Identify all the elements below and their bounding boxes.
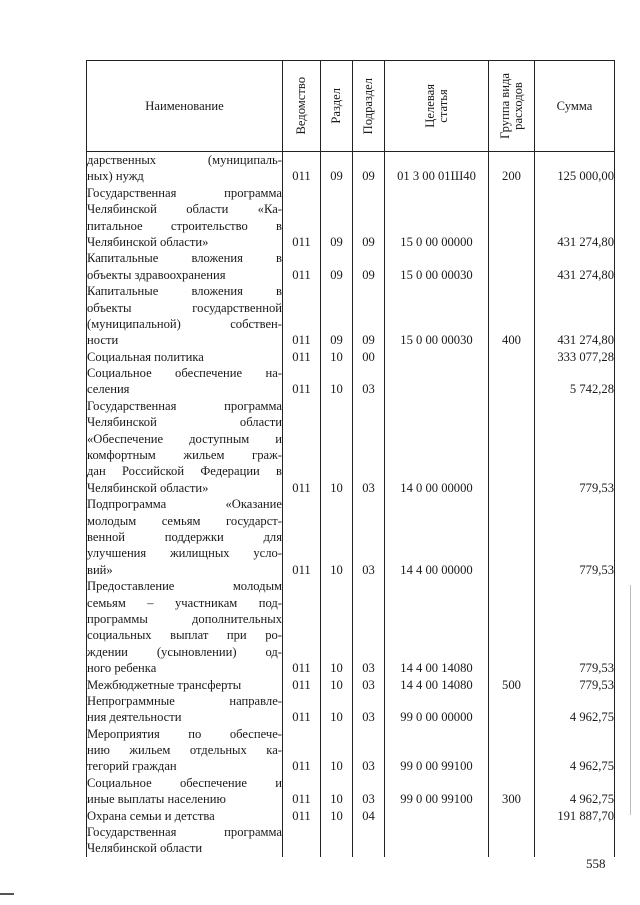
row-name-line: Государственная программа [87,825,282,840]
row-podrazdel: 03 [353,578,385,676]
row-sum: 779,53 [535,677,615,693]
table-row [87,726,615,775]
row-vedomstvo: 011 [283,349,321,365]
row-razdel: 10 [321,349,353,365]
row-name-line: ждении (усыновлении) од- [87,644,282,659]
row-razdel: 10 [321,775,353,808]
budget-table [86,60,615,857]
row-name [87,775,283,808]
row-vedomstvo: 011 [283,152,321,185]
row-name-line: ных) нужд [87,169,144,184]
row-sum: 779,53 [535,578,615,676]
row-name-line: Челябинской области [87,841,203,856]
row-sum: 125 000,00 [535,152,615,185]
row-expense-group [489,185,535,251]
scan-corner-mark [0,893,14,895]
row-vedomstvo: 011 [283,726,321,775]
row-expense-group [489,398,535,496]
row-podrazdel: 03 [353,693,385,726]
row-expense-group [489,365,535,398]
row-expense-group [489,824,535,857]
row-name [87,250,283,283]
table-row [87,365,615,398]
table-row [87,398,615,496]
row-name-line: Мероприятия по обеспече- [87,726,282,741]
row-name-line: комфортным жильем граж- [87,448,282,463]
row-target-article [385,824,489,857]
row-podrazdel: 03 [353,398,385,496]
row-target-article: 15 0 00 00030 [385,283,489,349]
row-expense-group [489,496,535,578]
row-name-line: Государственная программа [87,398,282,413]
row-target-article: 15 0 00 00000 [385,185,489,251]
row-name-line: Охрана семьи и детства [87,808,215,823]
row-name-line: ния деятельности [87,710,182,725]
row-name-line: семьям – участникам под- [87,595,282,610]
row-expense-group [489,349,535,365]
row-name-line: селения [87,382,130,397]
header-sum: Сумма [535,61,615,152]
row-podrazdel: 09 [353,283,385,349]
row-podrazdel: 09 [353,152,385,185]
row-razdel: 10 [321,726,353,775]
row-podrazdel [353,824,385,857]
row-sum: 431 274,80 [535,283,615,349]
table-body [87,152,615,857]
header-name: Наименование [87,61,283,152]
row-sum: 431 274,80 [535,185,615,251]
row-target-article: 15 0 00 00030 [385,250,489,283]
row-name-line: Челябинской области [87,415,282,430]
row-name-line: Социальное обеспечение и [87,775,282,790]
row-vedomstvo: 011 [283,808,321,824]
table-row [87,578,615,676]
row-expense-group [489,726,535,775]
row-expense-group [489,578,535,676]
table-row [87,693,615,726]
row-name-line: Челябинской области» [87,234,209,249]
row-name-line: вий» [87,562,113,577]
row-podrazdel: 04 [353,808,385,824]
row-name-line: ного ребенка [87,661,157,676]
table-row [87,824,615,857]
row-razdel: 09 [321,185,353,251]
row-sum [535,824,615,857]
row-razdel: 10 [321,578,353,676]
row-sum: 333 077,28 [535,349,615,365]
row-name-line: Непрограммные направле- [87,693,282,708]
row-name-line: улучшения жилищных усло- [87,546,282,561]
row-name [87,824,283,857]
table-row [87,677,615,693]
row-razdel: 09 [321,250,353,283]
row-vedomstvo: 011 [283,365,321,398]
row-vedomstvo: 011 [283,677,321,693]
row-target-article: 14 0 00 00000 [385,398,489,496]
row-name [87,677,283,693]
table-row [87,775,615,808]
row-target-article: 14 4 00 14080 [385,677,489,693]
table-row [87,349,615,365]
row-name-line: Государственная программа [87,185,282,200]
row-name-line: дан Российской Федерации в [87,464,282,479]
row-podrazdel: 03 [353,677,385,693]
row-name-line: программы дополнительных [87,611,282,626]
row-name-line: Подпрограмма «Оказание [87,497,282,512]
table-row [87,152,615,185]
row-name-line: социальных выплат при ро- [87,628,282,643]
row-name [87,185,283,251]
row-sum: 4 962,75 [535,693,615,726]
row-sum: 4 962,75 [535,726,615,775]
row-razdel [321,824,353,857]
row-name-line: Челябинской области «Ка- [87,202,282,217]
row-podrazdel: 03 [353,726,385,775]
row-name-line: Челябинской области» [87,480,209,495]
row-expense-group [489,250,535,283]
row-sum: 191 887,70 [535,808,615,824]
row-vedomstvo: 011 [283,775,321,808]
row-name-line: (муниципальной) собствен- [87,316,282,331]
row-name-line: «Обеспечение доступным и [87,431,282,446]
row-razdel: 10 [321,365,353,398]
row-expense-group [489,808,535,824]
row-name-line: Капитальные вложения в [87,251,282,266]
row-sum: 5 742,28 [535,365,615,398]
row-name-line: тегорий граждан [87,759,177,774]
row-name [87,349,283,365]
table-header [87,61,615,152]
row-target-article: 01 3 00 01Ш40 [385,152,489,185]
row-sum: 779,53 [535,496,615,578]
row-vedomstvo: 011 [283,693,321,726]
header-vedomstvo: Ведомство [283,61,321,152]
row-name-line: венной поддержки для [87,530,282,544]
row-name-line: нию жильем отдельных ка- [87,743,282,758]
row-target-article [385,365,489,398]
table-row [87,496,615,578]
table-row [87,808,615,824]
row-vedomstvo: 011 [283,578,321,676]
row-name [87,398,283,496]
row-podrazdel: 09 [353,185,385,251]
row-target-article: 14 4 00 00000 [385,496,489,578]
row-vedomstvo: 011 [283,250,321,283]
row-razdel: 10 [321,693,353,726]
row-expense-group: 300 [489,775,535,808]
row-podrazdel: 03 [353,496,385,578]
row-target-article: 14 4 00 14080 [385,578,489,676]
header-razdel: Раздел [321,61,353,152]
row-target-article [385,349,489,365]
row-name [87,808,283,824]
row-razdel: 10 [321,496,353,578]
row-expense-group: 500 [489,677,535,693]
row-expense-group [489,693,535,726]
row-target-article: 99 0 00 99100 [385,726,489,775]
row-expense-group: 400 [489,283,535,349]
row-vedomstvo: 011 [283,398,321,496]
header-podrazdel: Подраздел [353,61,385,152]
row-target-article: 99 0 00 99100 [385,775,489,808]
row-podrazdel: 03 [353,365,385,398]
header-stat: Целевая статья [385,61,489,152]
row-name [87,283,283,349]
scan-edge-line [630,585,631,815]
row-name [87,152,283,185]
row-razdel: 09 [321,283,353,349]
row-podrazdel: 00 [353,349,385,365]
row-vedomstvo: 011 [283,496,321,578]
row-vedomstvo [283,824,321,857]
row-razdel: 10 [321,677,353,693]
row-name [87,365,283,398]
row-name [87,693,283,726]
row-name-line: иные выплаты населению [87,792,226,807]
page-number: 558 [586,856,606,871]
header-grp: Группа вида расходов [489,61,535,152]
row-name-line: объекты здравоохранения [87,267,226,282]
row-name-line: Предоставление молодым [87,579,282,594]
row-name-line: дарственных (муниципаль- [87,153,282,167]
row-name [87,496,283,578]
row-name-line: питальное строительство в [87,218,282,233]
table-row [87,185,615,251]
row-sum: 4 962,75 [535,775,615,808]
row-expense-group: 200 [489,152,535,185]
row-target-article [385,808,489,824]
table-row [87,283,615,349]
row-sum: 431 274,80 [535,250,615,283]
table-row [87,250,615,283]
row-vedomstvo: 011 [283,185,321,251]
row-razdel: 10 [321,808,353,824]
row-name [87,578,283,676]
row-name-line: Социальное обеспечение на- [87,366,282,381]
row-name-line: Социальная политика [87,349,204,364]
row-name-line: молодым семьям государст- [87,513,282,528]
row-podrazdel: 09 [353,250,385,283]
row-razdel: 09 [321,152,353,185]
row-podrazdel: 03 [353,775,385,808]
row-sum: 779,53 [535,398,615,496]
row-name-line: ности [87,333,119,348]
row-razdel: 10 [321,398,353,496]
row-name-line: Капитальные вложения в [87,284,282,299]
row-target-article: 99 0 00 00000 [385,693,489,726]
row-name-line: объекты государственной [87,300,282,315]
row-name-line: Межбюджетные трансферты [87,677,242,692]
row-name [87,726,283,775]
row-vedomstvo: 011 [283,283,321,349]
